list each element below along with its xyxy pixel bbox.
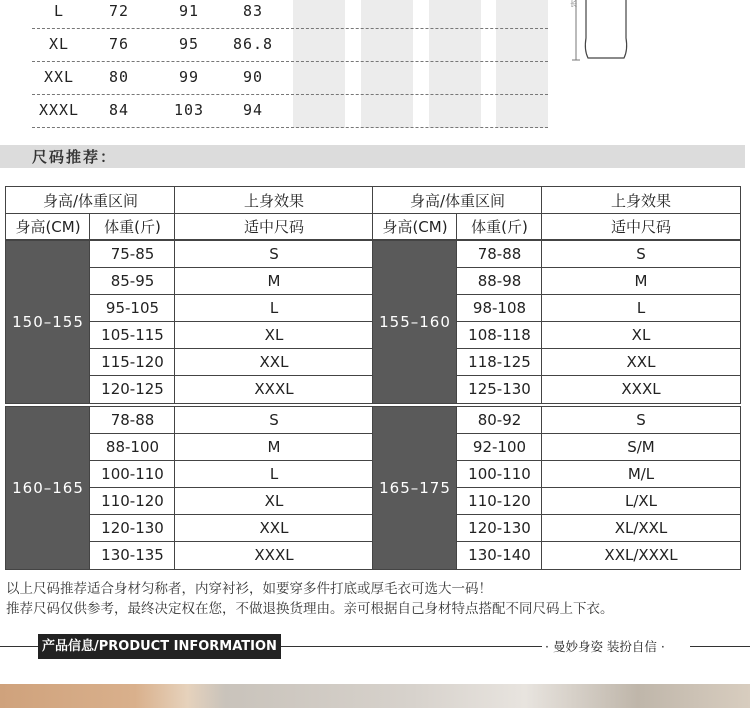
header-weight-right: 体重(斤)	[471, 218, 528, 236]
weight-range-cell: 85-95	[110, 272, 155, 290]
recommended-size-cell: M	[634, 272, 648, 290]
product-info-badge: 产品信息/PRODUCT INFORMATION	[38, 634, 281, 659]
divider-line	[262, 646, 542, 647]
weight-range-cell: 95-105	[105, 299, 160, 317]
recommended-size-cell: S	[269, 245, 279, 263]
header-height-right: 身高(CM)	[382, 218, 448, 236]
weight-range-cell: 92-100	[472, 438, 527, 456]
weight-range-cell: 110-120	[101, 492, 164, 510]
recommended-size-cell: XXL	[259, 519, 289, 537]
recommended-size-cell: M	[267, 438, 281, 456]
weight-range-cell: 88-100	[105, 438, 160, 456]
height-range-cell: 155–160	[373, 241, 457, 403]
header-group-right: 身高/体重区间	[409, 192, 506, 210]
recommended-size-cell: XXXL	[254, 546, 294, 564]
recommended-size-cell: M/L	[627, 465, 655, 483]
size-chart-row	[30, 95, 548, 128]
height-group-block	[5, 240, 741, 404]
measurement-value: 80	[108, 68, 130, 86]
recommended-size-cell: XXL/XXXL	[604, 546, 678, 564]
recommended-size-cell: L	[269, 465, 279, 483]
header-height-left: 身高(CM)	[15, 218, 81, 236]
weight-range-cell: 100-110	[101, 465, 164, 483]
weight-range-cell: 108-118	[468, 326, 531, 344]
header-effect-right: 上身效果	[610, 192, 671, 210]
recommended-size-cell: S	[269, 411, 279, 429]
measurement-value: 103	[173, 101, 205, 119]
section-title: 尺码推荐：	[32, 148, 118, 166]
size-chart-row	[30, 29, 548, 62]
table-header	[5, 186, 741, 240]
garment-diagram-icon	[566, 0, 646, 66]
height-range-cell: 165–175	[373, 407, 457, 569]
divider-line	[690, 646, 750, 647]
size-chart-table	[30, 0, 548, 128]
weight-range-cell: 110-120	[468, 492, 531, 510]
measurement-value: 86.8	[232, 35, 274, 53]
weight-range-cell: 78-88	[110, 411, 155, 429]
size-label: XXL	[43, 68, 75, 86]
recommended-size-cell: S/M	[627, 438, 655, 456]
weight-range-cell: 118-125	[468, 353, 531, 371]
recommended-size-cell: XL	[264, 326, 284, 344]
weight-range-cell: 98-108	[472, 299, 527, 317]
size-recommendation-table	[5, 186, 741, 574]
divider-line	[0, 646, 38, 647]
weight-range-cell: 120-130	[101, 519, 164, 537]
size-notes	[6, 579, 614, 619]
size-chart-row	[30, 0, 548, 29]
svg-text:长: 长	[570, 0, 577, 8]
height-range-cell: 150–155	[6, 241, 90, 403]
size-label: XXXL	[38, 101, 80, 119]
recommended-size-cell: XXL	[626, 353, 656, 371]
header-fit-right: 适中尺码	[610, 218, 671, 236]
size-chart-row	[30, 62, 548, 95]
measurement-value: 90	[242, 68, 264, 86]
recommended-size-cell: XXXL	[254, 380, 294, 398]
recommended-size-cell: XL	[264, 492, 284, 510]
recommended-size-cell: L	[269, 299, 279, 317]
weight-range-cell: 125-130	[468, 380, 531, 398]
recommended-size-cell: L/XL	[624, 492, 658, 510]
recommended-size-cell: S	[636, 245, 646, 263]
weight-range-cell: 78-88	[477, 245, 522, 263]
recommended-size-cell: S	[636, 411, 646, 429]
header-group-left: 身高/体重区间	[42, 192, 139, 210]
note-line: 推荐尺码仅供参考，最终决定权在您，不做退换货理由。亲可根据自己身材特点搭配不同尺码上下衣。	[6, 601, 614, 617]
recommended-size-cell: XL/XXL	[614, 519, 668, 537]
weight-range-cell: 120-130	[468, 519, 531, 537]
product-slogan: · 曼妙身姿 装扮自信 ·	[545, 639, 665, 654]
measurement-value: 94	[242, 101, 264, 119]
size-label: L	[53, 2, 65, 20]
weight-range-cell: 80-92	[477, 411, 522, 429]
measurement-value: 91	[178, 2, 200, 20]
recommended-size-cell: L	[636, 299, 646, 317]
height-range-cell: 160–165	[6, 407, 90, 569]
recommended-size-cell: XXXL	[621, 380, 661, 398]
size-recommendation-bar	[0, 145, 745, 168]
measurement-value: 76	[108, 35, 130, 53]
header-fit-left: 适中尺码	[243, 218, 304, 236]
weight-range-cell: 105-115	[101, 326, 164, 344]
measurement-value: 84	[108, 101, 130, 119]
height-group-block	[5, 406, 741, 570]
note-line: 以上尺码推荐适合身材匀称者，内穿衬衫，如要穿多件打底或厚毛衣可选大一码！	[6, 581, 492, 597]
measurement-value: 72	[108, 2, 130, 20]
size-label: XL	[48, 35, 70, 53]
recommended-size-cell: XXL	[259, 353, 289, 371]
weight-range-cell: 100-110	[468, 465, 531, 483]
measurement-value: 83	[242, 2, 264, 20]
product-photo	[0, 684, 750, 708]
weight-range-cell: 115-120	[101, 353, 164, 371]
recommended-size-cell: M	[267, 272, 281, 290]
header-weight-left: 体重(斤)	[104, 218, 161, 236]
header-effect-left: 上身效果	[243, 192, 304, 210]
weight-range-cell: 75-85	[110, 245, 155, 263]
weight-range-cell: 130-140	[468, 546, 531, 564]
weight-range-cell: 88-98	[477, 272, 522, 290]
measurement-value: 99	[178, 68, 200, 86]
recommended-size-cell: XL	[631, 326, 651, 344]
weight-range-cell: 120-125	[101, 380, 164, 398]
weight-range-cell: 130-135	[101, 546, 164, 564]
measurement-value: 95	[178, 35, 200, 53]
